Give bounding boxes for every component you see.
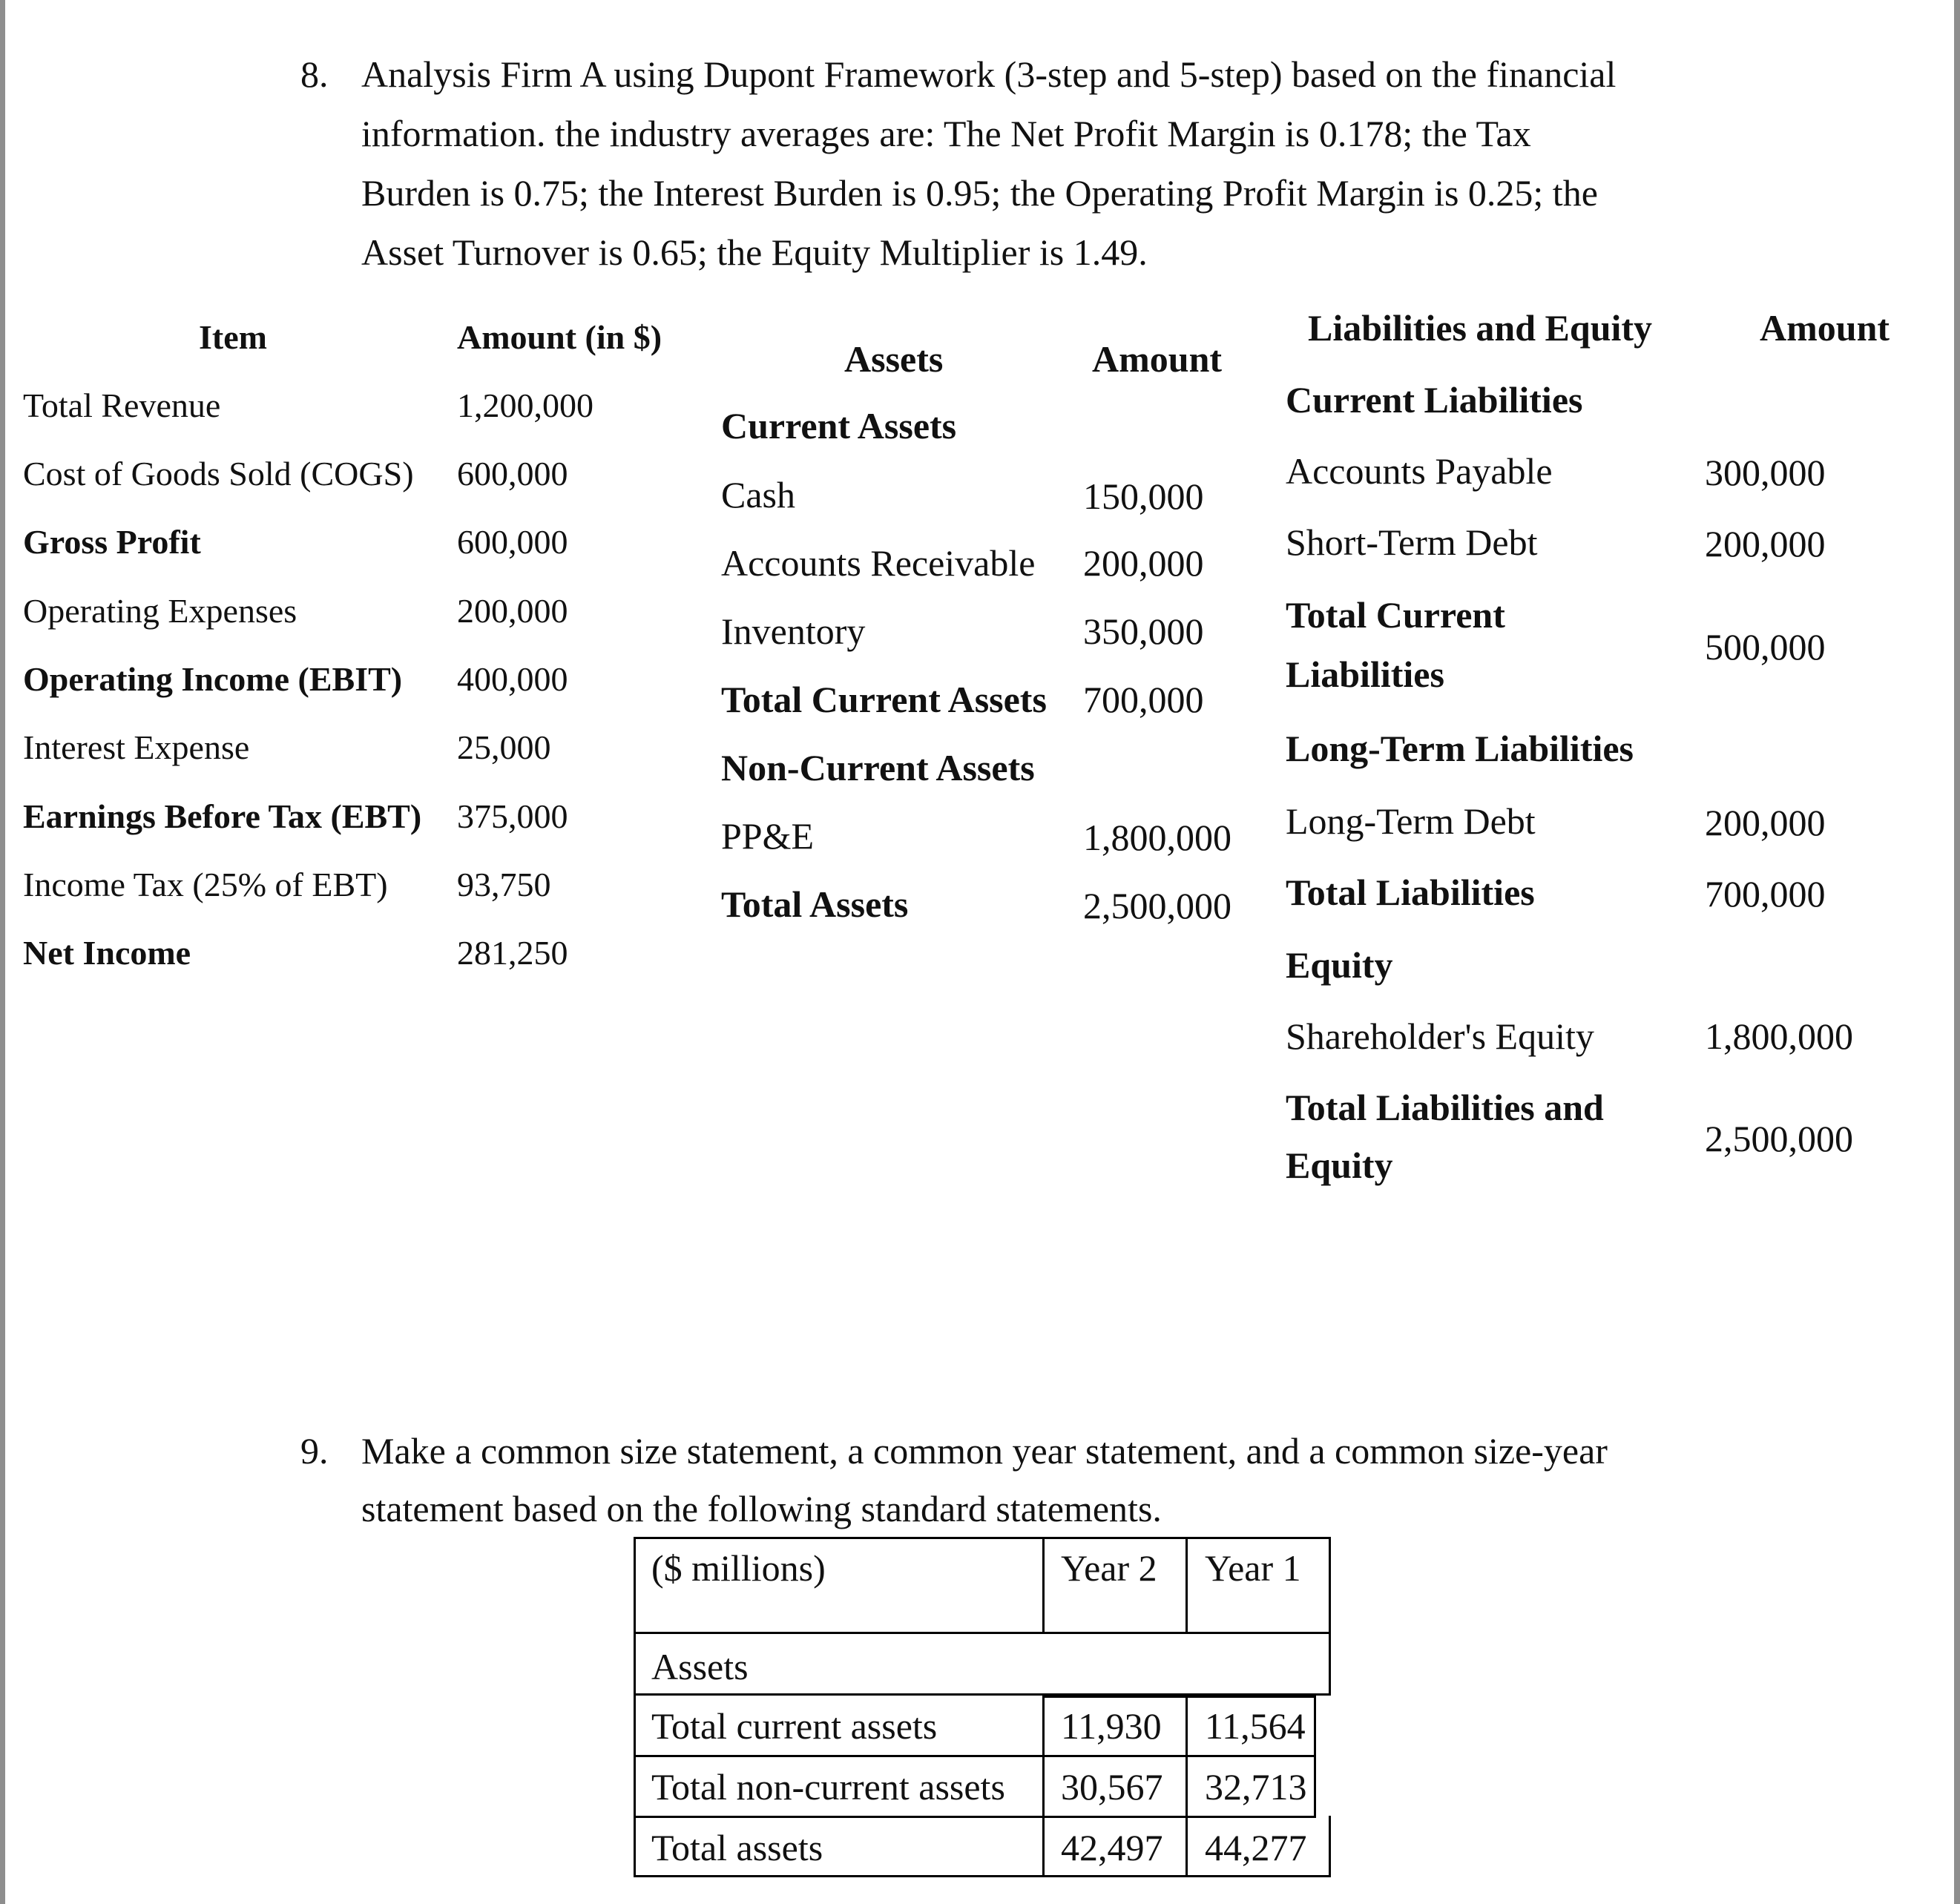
table-row-year-2: 11,930: [1061, 1705, 1162, 1747]
table-row-year-2: 42,497: [1061, 1827, 1163, 1868]
total-liabilities-equity-label-line2: Equity: [1286, 1144, 1393, 1186]
assets-amount-header: Amount: [1092, 338, 1223, 380]
total-current-assets-label: Total Current Assets: [721, 679, 1047, 720]
income-row-amount: 600,000: [457, 455, 568, 493]
table-border-bottom: [634, 1875, 1331, 1877]
table-row-year-2: 30,567: [1061, 1766, 1163, 1808]
income-row-label: Operating Expenses: [23, 592, 297, 630]
table-row-label: Total current assets: [651, 1705, 938, 1747]
income-row-label: Gross Profit: [23, 523, 201, 561]
income-row-amount: 281,250: [457, 934, 568, 972]
table-divider-years-header: [1185, 1537, 1188, 1634]
non-current-assets-heading: Non-Current Assets: [721, 747, 1035, 788]
assets-header: Assets: [844, 338, 944, 380]
table-row-label: Total non-current assets: [651, 1766, 1005, 1808]
income-row-amount: 25,000: [457, 728, 551, 766]
table-row-label: Total assets: [651, 1827, 823, 1868]
income-row-label: Interest Expense: [23, 728, 250, 766]
table-border-header-bottom: [634, 1632, 1331, 1634]
liabilities-equity-header: Liabilities and Equity: [1308, 307, 1653, 349]
table-divider-label-header: [1042, 1537, 1045, 1634]
table-border-top: [634, 1537, 1331, 1539]
total-liabilities-label: Total Liabilities: [1286, 872, 1535, 913]
income-header-amount: Amount (in $): [457, 318, 662, 356]
cash-amount: 150,000: [1083, 475, 1204, 517]
total-liabilities-equity-label-line1: Total Liabilities and: [1286, 1087, 1604, 1128]
short-term-debt-amount: 200,000: [1705, 523, 1826, 564]
table-row-year-1: 32,713: [1205, 1766, 1307, 1808]
table-header-year-2: Year 2: [1061, 1547, 1157, 1589]
total-assets-label: Total Assets: [721, 883, 909, 925]
accounts-receivable-label: Accounts Receivable: [721, 542, 1036, 584]
income-row-amount: 400,000: [457, 660, 568, 698]
total-assets-amount: 2,500,000: [1083, 885, 1231, 926]
question-9-number: 9.: [300, 1430, 329, 1472]
total-current-liabilities-amount: 500,000: [1705, 626, 1826, 668]
question-9-line-2: statement based on the following standard statements.: [361, 1488, 1162, 1529]
table-header-label: ($ millions): [651, 1547, 826, 1589]
ppe-label: PP&E: [721, 815, 815, 857]
window-frame-right: [1954, 0, 1960, 1904]
question-8-number: 8.: [300, 53, 329, 95]
income-row-amount: 375,000: [457, 797, 568, 835]
long-term-debt-label: Long-Term Debt: [1286, 800, 1536, 842]
inventory-amount: 350,000: [1083, 610, 1204, 652]
long-term-debt-amount: 200,000: [1705, 802, 1826, 843]
income-row-amount: 93,750: [457, 866, 551, 903]
income-row-amount: 600,000: [457, 523, 568, 561]
table-section-assets: Assets: [651, 1646, 749, 1687]
total-current-assets-amount: 700,000: [1083, 679, 1204, 720]
current-liabilities-heading: Current Liabilities: [1286, 379, 1583, 421]
income-row-amount: 1,200,000: [457, 386, 593, 424]
table-border-right-upper: [1329, 1537, 1331, 1696]
total-current-liabilities-label-line2: Liabilities: [1286, 653, 1444, 695]
table-row-year-1: 11,564: [1205, 1705, 1306, 1747]
shareholders-equity-label: Shareholder's Equity: [1286, 1015, 1594, 1057]
income-header-item: Item: [199, 318, 267, 356]
table-border-row-1-bottom: [634, 1755, 1316, 1757]
table-border-row-2-bottom: [634, 1816, 1316, 1818]
table-border-right-lower: [1329, 1816, 1331, 1877]
table-border-row-1-top: [1044, 1696, 1316, 1698]
income-row-label: Operating Income (EBIT): [23, 660, 403, 698]
income-row-label: Cost of Goods Sold (COGS): [23, 455, 414, 493]
inventory-label: Inventory: [721, 610, 866, 652]
table-border-right-body: [1314, 1696, 1316, 1816]
accounts-payable-amount: 300,000: [1705, 452, 1826, 493]
current-assets-heading: Current Assets: [721, 405, 957, 447]
table-header-year-1: Year 1: [1205, 1547, 1301, 1589]
question-8-line-2: information. the industry averages are: The Net Profit Margin is 0.178; the Tax: [361, 113, 1531, 154]
total-liabilities-amount: 700,000: [1705, 873, 1826, 915]
income-row-label: Income Tax (25% of EBT): [23, 866, 388, 903]
window-frame-left: [0, 0, 5, 1904]
cash-label: Cash: [721, 474, 795, 515]
accounts-payable-label: Accounts Payable: [1286, 450, 1553, 492]
total-liabilities-equity-amount: 2,500,000: [1705, 1118, 1853, 1159]
question-8-line-3: Burden is 0.75; the Interest Burden is 0.95; the Operating Profit Margin is 0.25; the: [361, 172, 1598, 214]
ppe-amount: 1,800,000: [1083, 817, 1231, 858]
income-row-label: Net Income: [23, 934, 191, 972]
total-current-liabilities-label-line1: Total Current: [1286, 594, 1505, 636]
table-border-left: [634, 1537, 636, 1877]
income-row-label: Total Revenue: [23, 386, 221, 424]
short-term-debt-label: Short-Term Debt: [1286, 521, 1538, 563]
accounts-receivable-amount: 200,000: [1083, 542, 1204, 584]
liabilities-amount-header: Amount: [1760, 307, 1890, 349]
table-divider-label-body: [1042, 1696, 1045, 1877]
shareholders-equity-amount: 1,800,000: [1705, 1015, 1853, 1057]
long-term-liabilities-heading: Long-Term Liabilities: [1286, 728, 1634, 769]
question-8-line-4: Asset Turnover is 0.65; the Equity Multiplier is 1.49.: [361, 231, 1148, 273]
income-row-amount: 200,000: [457, 592, 568, 630]
question-9-line-1: Make a common size statement, a common year statement, and a common size-year: [361, 1430, 1608, 1472]
equity-heading: Equity: [1286, 944, 1393, 986]
table-row-year-1: 44,277: [1205, 1827, 1307, 1868]
question-8-line-1: Analysis Firm A using Dupont Framework (3-step and 5-step) based on the financial: [361, 53, 1617, 95]
table-divider-years-body: [1185, 1696, 1188, 1877]
income-row-label: Earnings Before Tax (EBT): [23, 797, 422, 835]
